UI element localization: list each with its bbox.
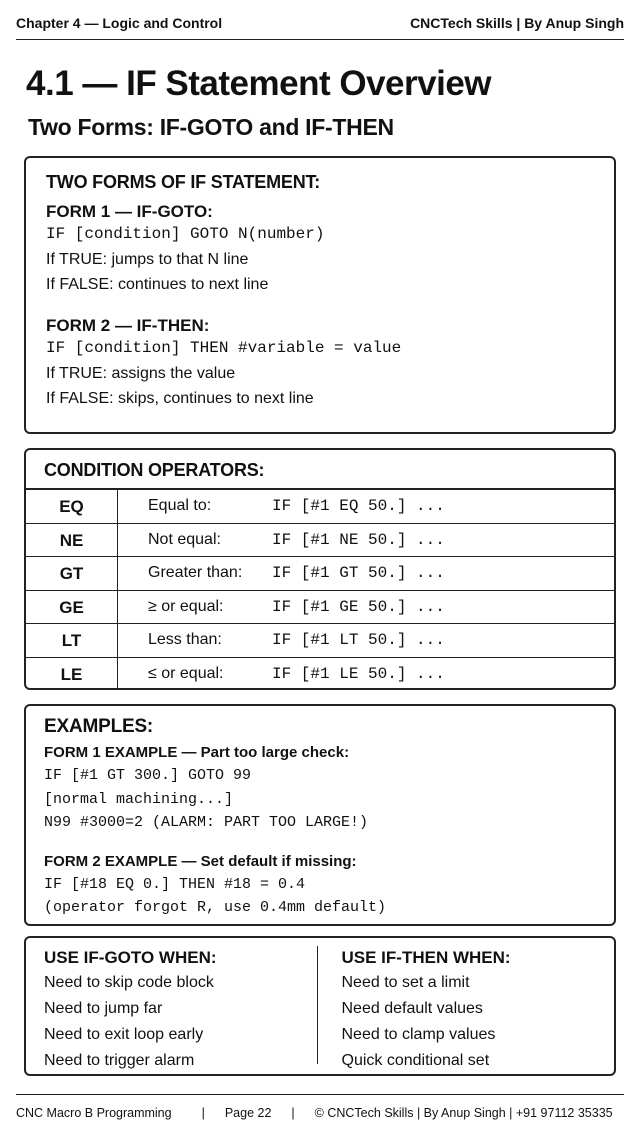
operator-row <box>26 591 614 625</box>
page-footer <box>16 1094 624 1130</box>
operator-code: LE <box>26 658 118 691</box>
form2-false: If FALSE: skips, continues to next line <box>46 390 314 407</box>
footer-divider: | <box>201 1105 205 1120</box>
operator-desc: ≤ or equal: <box>148 665 224 683</box>
form1-syntax: IF [condition] GOTO N(number) <box>46 225 325 243</box>
use-then-item: Quick conditional set <box>341 1052 490 1069</box>
operator-desc: Not equal: <box>148 530 221 548</box>
operator-row <box>26 557 614 591</box>
footer-divider: | <box>291 1105 295 1120</box>
form2-syntax: IF [condition] THEN #variable = value <box>46 339 402 357</box>
footer-book: CNC Macro B Programming <box>16 1105 172 1120</box>
form1-true: If TRUE: jumps to that N line <box>46 251 249 268</box>
operator-code: NE <box>26 524 118 557</box>
example2-line: IF [#18 EQ 0.] THEN #18 = 0.4 <box>44 875 306 893</box>
page-title: 4.1 — IF Statement Overview <box>26 64 492 103</box>
form1-heading: FORM 1 — IF-GOTO: <box>46 202 213 221</box>
operator-row <box>26 624 614 658</box>
use-goto-item: Need to exit loop early <box>44 1026 204 1043</box>
operator-row <box>26 524 614 558</box>
form1-false: If FALSE: continues to next line <box>46 276 269 293</box>
operator-example: IF [#1 EQ 50.] ... <box>272 497 445 516</box>
forms-heading: TWO FORMS OF IF STATEMENT: <box>46 172 321 192</box>
use-goto-item: Need to trigger alarm <box>44 1052 195 1069</box>
footer-page: Page 22 <box>224 1105 272 1120</box>
operators-box <box>24 448 616 690</box>
usage-box <box>24 936 616 1076</box>
operator-desc: Less than: <box>148 631 222 649</box>
operator-desc: ≥ or equal: <box>148 597 224 615</box>
operator-code: LT <box>26 624 118 657</box>
operator-desc: Greater than: <box>148 564 243 582</box>
operator-example: IF [#1 GE 50.] ... <box>272 597 445 616</box>
operator-row <box>26 658 614 691</box>
use-goto-item: Need to skip code block <box>44 974 214 991</box>
example1-heading: FORM 1 EXAMPLE — Part too large check: <box>44 744 350 761</box>
use-then-column <box>317 946 615 1069</box>
operator-code: EQ <box>26 490 118 523</box>
use-then-item: Need to clamp values <box>341 1026 496 1043</box>
operator-row <box>26 490 614 524</box>
brand-label: CNCTech Skills | By Anup Singh <box>410 14 624 31</box>
operator-code: GE <box>26 591 118 624</box>
use-goto-item: Need to jump far <box>44 1000 163 1017</box>
examples-heading: EXAMPLES: <box>44 716 154 737</box>
example1-line: N99 #3000=2 (ALARM: PART TOO LARGE!) <box>44 814 369 831</box>
example1-line: IF [#1 GT 300.] GOTO 99 <box>44 767 252 784</box>
form2-true: If TRUE: assigns the value <box>46 365 236 382</box>
operator-example: IF [#1 LE 50.] ... <box>272 665 445 684</box>
page-subtitle: Two Forms: IF-GOTO and IF-THEN <box>28 114 394 140</box>
form2-heading: FORM 2 — IF-THEN: <box>46 316 210 335</box>
example2-line: (operator forgot R, use 0.4mm default) <box>44 899 387 916</box>
chapter-label: Chapter 4 — Logic and Control <box>16 14 223 31</box>
use-goto-heading: USE IF-GOTO WHEN: <box>44 948 217 967</box>
operator-desc: Equal to: <box>148 497 212 515</box>
use-then-heading: USE IF-THEN WHEN: <box>341 948 511 967</box>
operators-heading: CONDITION OPERATORS: <box>26 450 614 490</box>
operator-example: IF [#1 GT 50.] ... <box>272 564 445 583</box>
operator-example: IF [#1 NE 50.] ... <box>272 530 445 549</box>
page-header <box>16 0 624 40</box>
forms-box <box>24 156 616 434</box>
operator-example: IF [#1 LT 50.] ... <box>272 631 445 650</box>
footer-copyright: © CNCTech Skills | By Anup Singh | +91 97112 35335 <box>314 1105 613 1120</box>
example2-heading: FORM 2 EXAMPLE — Set default if missing: <box>44 852 357 870</box>
use-goto-column <box>26 946 317 1074</box>
use-then-item: Need default values <box>341 1000 483 1017</box>
example1-line: [normal machining...] <box>44 790 234 808</box>
use-then-item: Need to set a limit <box>341 974 470 991</box>
examples-box <box>24 704 616 926</box>
operator-code: GT <box>26 557 118 590</box>
